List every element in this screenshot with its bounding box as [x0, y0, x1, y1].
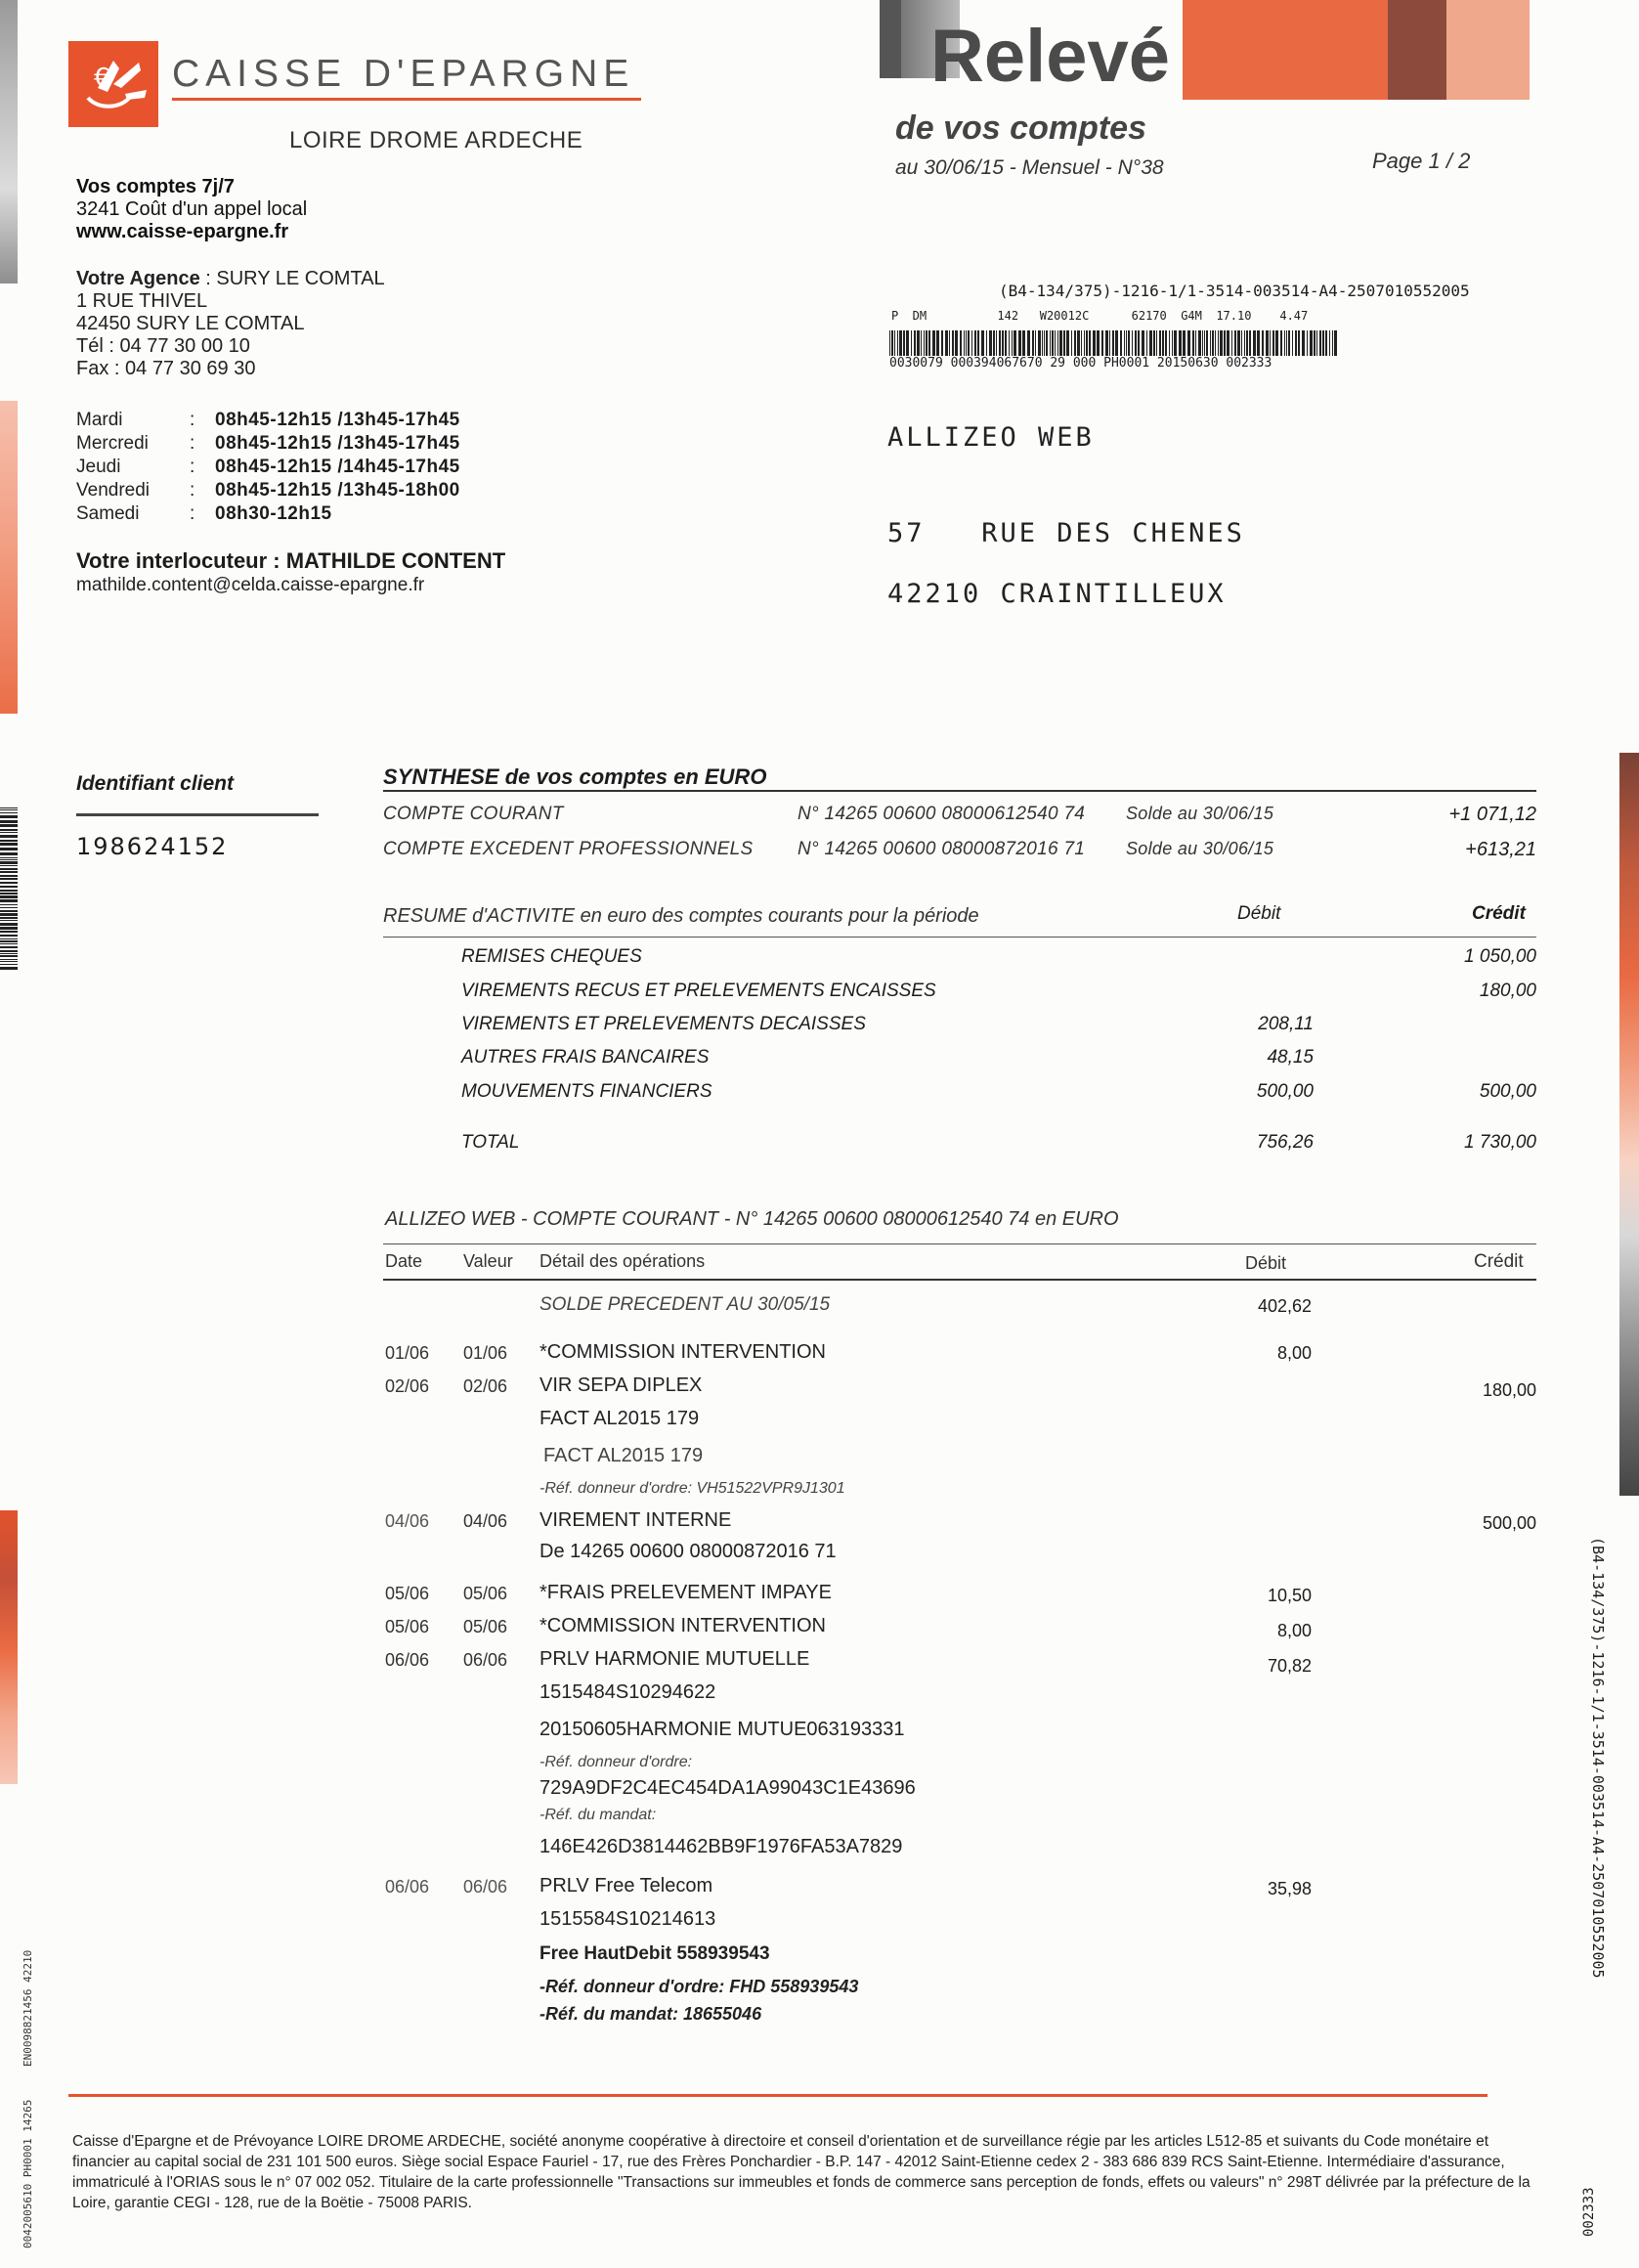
resume-row-label: VIREMENTS ET PRELEVEMENTS DECAISSES — [461, 1014, 866, 1034]
account-number: N° 14265 00600 08000612540 74 — [798, 804, 1086, 824]
hours-row: Samedi : 08h30-12h15 — [76, 503, 332, 524]
statement-subtitle: de vos comptes — [895, 109, 1146, 147]
previous-balance-amount: 402,62 — [1257, 1296, 1312, 1316]
account-solde-label: Solde au 30/06/15 — [1126, 839, 1274, 858]
resume-row-credit: 500,00 — [1479, 1081, 1536, 1102]
op-date: 05/06 — [385, 1617, 430, 1636]
resume-title: RESUME d'ACTIVITE en euro des comptes courants pour la période — [383, 905, 979, 927]
bank-name: CAISSE D'EPARGNE — [172, 53, 635, 95]
col-valeur: Valeur — [463, 1251, 513, 1271]
agency-street: 1 RUE THIVEL — [76, 290, 208, 312]
previous-balance-label: SOLDE PRECEDENT AU 30/05/15 — [539, 1294, 831, 1315]
op-detail: PRLV HARMONIE MUTUELLE — [539, 1648, 810, 1670]
op-date: 02/06 — [385, 1376, 430, 1396]
op-detail: De 14265 00600 08000872016 71 — [539, 1541, 837, 1562]
statement-period: au 30/06/15 - Mensuel - N°38 — [895, 156, 1164, 179]
account-solde-label: Solde au 30/06/15 — [1126, 804, 1274, 823]
left-strip-orange — [0, 1510, 18, 1784]
account-name: COMPTE EXCEDENT PROFESSIONNELS — [383, 839, 754, 859]
op-debit: 8,00 — [1276, 1621, 1312, 1640]
contact-phone: 3241 Coût d'un appel local — [76, 198, 308, 220]
website-link[interactable]: www.caisse-epargne.fr — [76, 221, 289, 242]
op-detail: VIR SEPA DIPLEX — [539, 1374, 703, 1396]
op-credit: 500,00 — [1482, 1513, 1536, 1533]
contact-title: Vos comptes 7j/7 — [76, 176, 235, 197]
col-credit: Crédit — [1474, 1251, 1524, 1272]
op-detail: -Réf. donneur d'ordre: VH51522VPR9J1301 — [539, 1480, 845, 1497]
page-number: Page 1 / 2 — [1372, 149, 1471, 173]
header-bar-brown — [1388, 0, 1446, 100]
statement-title: Relevé — [930, 15, 1171, 98]
op-date: 06/06 — [385, 1650, 430, 1670]
op-debit: 70,82 — [1267, 1656, 1312, 1676]
brand-underline — [172, 98, 641, 101]
barcode-text: 0030079 000394067670 29 000 PH0001 20150630 002333 — [889, 356, 1272, 371]
resume-row-credit: 1 050,00 — [1464, 946, 1536, 967]
synthese-title: SYNTHESE de vos comptes en EURO — [383, 764, 767, 789]
hours-row: Vendredi : 08h45-12h15 /13h45-18h00 — [76, 480, 460, 501]
footer-rule — [68, 2094, 1488, 2097]
resume-total-credit: 1 730,00 — [1464, 1132, 1536, 1153]
op-detail: *COMMISSION INTERVENTION — [539, 1341, 826, 1363]
resume-row-label: REMISES CHEQUES — [461, 946, 642, 967]
agency-tel: Tél : 04 77 30 00 10 — [76, 335, 250, 357]
hours-row: Mardi : 08h45-12h15 /13h45-17h45 — [76, 410, 460, 430]
op-valeur: 05/06 — [463, 1617, 508, 1636]
op-detail: 729A9DF2C4EC454DA1A99043C1E43696 — [539, 1777, 916, 1799]
reference-line: (B4-134/375)-1216-1/1-3514-003514-A4-2507010552005 — [999, 282, 1470, 300]
client-id-rule — [76, 813, 319, 816]
left-margin-code: 0042005610 PH0001 14265 — [22, 2099, 34, 2248]
header-bar-dark — [880, 0, 901, 78]
op-detail: 1515484S10294622 — [539, 1681, 716, 1703]
op-detail: *FRAIS PRELEVEMENT IMPAYE — [539, 1582, 832, 1603]
left-strip-gray — [0, 0, 18, 284]
opening-hours — [76, 409, 460, 526]
col-debit: Débit — [1245, 1253, 1287, 1273]
synthese-rule — [383, 790, 1536, 792]
contact-block — [76, 176, 307, 243]
op-detail: VIREMENT INTERNE — [539, 1509, 732, 1531]
resume-row-label: MOUVEMENTS FINANCIERS — [461, 1081, 712, 1102]
resume-total-label: TOTAL — [461, 1132, 520, 1153]
op-detail: 20150605HARMONIE MUTUE063193331 — [539, 1719, 905, 1740]
op-detail: FACT AL2015 179 — [539, 1408, 700, 1429]
resume-row-debit: 500,00 — [1256, 1081, 1314, 1102]
hours-row: Mercredi : 08h45-12h15 /13h45-17h45 — [76, 433, 460, 454]
right-margin-reference: (B4-134/375)-1216-1/1-3514-003514-A4-2507010552005 — [1589, 1537, 1607, 1979]
op-detail: PRLV Free Telecom — [539, 1875, 713, 1897]
client-barcode — [0, 807, 18, 974]
op-credit: 180,00 — [1482, 1380, 1536, 1400]
recipient-city: 42210 CRAINTILLEUX — [887, 579, 1227, 609]
account-balance: +1 071,12 — [1448, 804, 1536, 825]
resume-row-label: VIREMENTS RECUS ET PRELEVEMENTS ENCAISSES — [461, 981, 936, 1001]
caisse-epargne-logo — [68, 41, 158, 127]
op-detail: Free HautDebit 558939543 — [539, 1943, 770, 1964]
op-date: 06/06 — [385, 1877, 430, 1897]
agency-block — [76, 268, 385, 380]
header-bar-pink — [1446, 0, 1530, 100]
op-debit: 8,00 — [1276, 1343, 1312, 1363]
op-valeur: 06/06 — [463, 1877, 508, 1897]
col-date: Date — [385, 1251, 423, 1271]
left-strip-salmon — [0, 401, 18, 714]
account-number: N° 14265 00600 08000872016 71 — [798, 839, 1086, 859]
contact-person: Votre interlocuteur : MATHILDE CONTENT — [76, 548, 506, 573]
op-detail: 146E426D3814462BB9F1976FA53A7829 — [539, 1836, 903, 1857]
recipient-name: ALLIZEO WEB — [887, 422, 1095, 453]
header-bar-orange — [1183, 0, 1388, 100]
hours-row: Jeudi : 08h45-12h15 /14h45-17h45 — [76, 457, 460, 477]
op-detail: *COMMISSION INTERVENTION — [539, 1615, 826, 1636]
left-margin-code2: EN0098821456 42210 — [22, 1949, 34, 2067]
op-valeur: 04/06 — [463, 1511, 508, 1531]
agency-city: 42450 SURY LE COMTAL — [76, 313, 305, 334]
operations-header-rule — [383, 1279, 1536, 1281]
bottom-right-number: 002333 — [1581, 2187, 1597, 2237]
resume-row-debit: 48,15 — [1267, 1047, 1314, 1068]
op-detail: -Réf. du mandat: — [539, 1807, 657, 1823]
col-detail: Détail des opérations — [539, 1251, 706, 1271]
resume-debit-header: Débit — [1237, 903, 1281, 924]
account-name: COMPTE COURANT — [383, 804, 564, 824]
client-id-label: Identifiant client — [76, 772, 235, 795]
resume-total-debit: 756,26 — [1256, 1132, 1314, 1153]
bank-region: LOIRE DROME ARDECHE — [289, 127, 583, 153]
client-id: 198624152 — [76, 833, 229, 860]
op-date: 05/06 — [385, 1584, 430, 1603]
right-strip — [1619, 753, 1639, 1496]
postal-barcode — [889, 330, 1339, 356]
op-date: 01/06 — [385, 1343, 430, 1363]
resume-row-debit: 208,11 — [1258, 1014, 1314, 1034]
op-date: 04/06 — [385, 1511, 430, 1531]
agency-fax: Fax : 04 77 30 69 30 — [76, 358, 256, 379]
resume-row-credit: 180,00 — [1479, 981, 1536, 1001]
op-valeur: 06/06 — [463, 1650, 508, 1670]
resume-row-label: AUTRES FRAIS BANCAIRES — [461, 1047, 710, 1068]
op-valeur: 05/06 — [463, 1584, 508, 1603]
op-detail: 1515584S10214613 — [539, 1908, 716, 1930]
operations-rule — [383, 1243, 1536, 1244]
resume-rule — [383, 937, 1536, 938]
reference-codes: P DM 142 W20012C 62170 G4M 17.10 4.47 — [891, 309, 1309, 323]
op-detail: -Réf. du mandat: 18655046 — [539, 2004, 762, 2024]
recipient-street: 57 RUE DES CHENES — [887, 518, 1245, 548]
resume-credit-header: Crédit — [1472, 903, 1526, 924]
agency-label: Votre Agence — [76, 268, 200, 289]
op-detail: FACT AL2015 179 — [543, 1445, 704, 1466]
op-detail: -Réf. donneur d'ordre: — [539, 1754, 693, 1770]
contact-email[interactable]: mathilde.content@celda.caisse-epargne.fr — [76, 575, 425, 595]
op-valeur: 02/06 — [463, 1376, 508, 1396]
operations-title: ALLIZEO WEB - COMPTE COURANT - N° 14265 00600 08000612540 74 en EURO — [385, 1208, 1119, 1230]
op-valeur: 01/06 — [463, 1343, 508, 1363]
op-detail: -Réf. donneur d'ordre: FHD 558939543 — [539, 1977, 859, 1996]
account-balance: +613,21 — [1465, 839, 1536, 860]
op-debit: 35,98 — [1267, 1879, 1312, 1898]
svg-text:€: € — [94, 64, 110, 93]
legal-footer: Caisse d'Epargne et de Prévoyance LOIRE DROME ARDECHE, société anonyme coopérative à directoire et conseil d'orientation et de surveillance régie par les articles L512-85 et suivants du Code monétaire et financier au capital social de 231 101 500 euros. Siège social Espace Fauriel - 17, rue des Frères Ponchardier - B.P. 147 - 42012 Saint-Etienne cedex 2 - 383 686 839 RCS Saint-Etienne. Intermédiaire d'assurance, immatriculé à l'ORIAS sous le n° 07 002 052. Titulaire de la carte professionnelle "Transactions sur immeubles et fonds de commerce sans perception de fonds, effets ou valeurs" n° 298T délivrée par la préfecture de la Loire, garantie CEGI - 128, rue de la Boëtie - 75008 PARIS. — [72, 2133, 1531, 2211]
agency-name: : SURY LE COMTAL — [205, 268, 385, 289]
op-debit: 10,50 — [1267, 1586, 1312, 1605]
